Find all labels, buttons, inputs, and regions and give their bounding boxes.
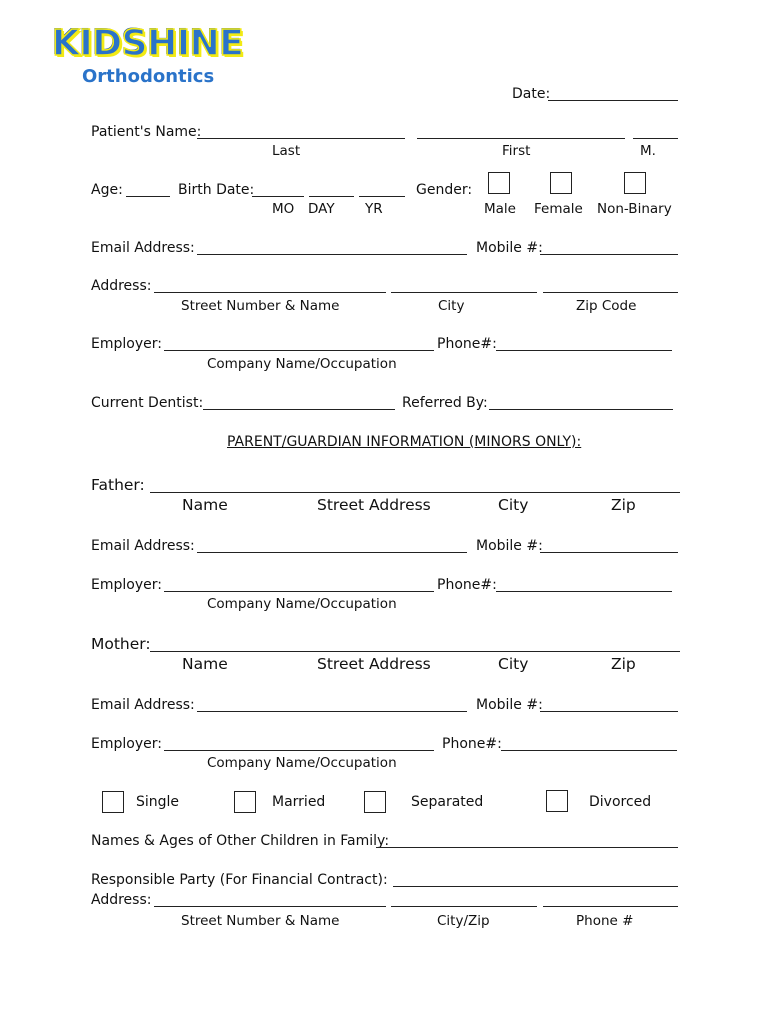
separated-label: Separated [411, 794, 484, 810]
day-caption: DAY [308, 201, 335, 217]
father-employer-label: Employer: [91, 577, 162, 593]
mother-phone-label: Phone#: [442, 736, 502, 752]
middle-initial-field[interactable] [633, 138, 678, 139]
zip-field[interactable] [543, 292, 678, 293]
mother-street-caption: Street Address [317, 655, 431, 673]
logo-brand: KIDSHINE [52, 23, 244, 64]
phone-field[interactable] [496, 350, 672, 351]
mother-phone-field[interactable] [501, 750, 677, 751]
mother-label: Mother: [91, 635, 151, 653]
first-name-field[interactable] [417, 138, 625, 139]
middle-caption: M. [640, 143, 656, 159]
last-name-field[interactable] [197, 138, 405, 139]
address-label: Address: [91, 278, 152, 294]
mobile-label: Mobile #: [476, 240, 543, 256]
date-field[interactable] [548, 100, 678, 101]
street-caption: Street Number & Name [181, 298, 340, 314]
mo-caption: MO [272, 201, 295, 217]
employer-field[interactable] [164, 350, 434, 351]
responsible-cityzip-field[interactable] [391, 906, 537, 907]
first-caption: First [502, 143, 531, 159]
father-zip-caption: Zip [611, 496, 636, 514]
age-field[interactable] [126, 196, 170, 197]
nonbinary-caption: Non-Binary [597, 201, 672, 217]
company-caption: Company Name/Occupation [207, 356, 397, 372]
mother-employer-field[interactable] [164, 750, 434, 751]
email-field[interactable] [197, 254, 467, 255]
birth-year-field[interactable] [359, 196, 405, 197]
responsible-street-field[interactable] [154, 906, 386, 907]
birth-month-field[interactable] [252, 196, 304, 197]
other-children-label: Names & Ages of Other Children in Family: [91, 833, 390, 849]
father-city-caption: City [498, 496, 529, 514]
father-mobile-label: Mobile #: [476, 538, 543, 554]
responsible-phone-field[interactable] [543, 906, 678, 907]
mother-field[interactable] [150, 651, 680, 652]
married-checkbox[interactable] [234, 791, 256, 813]
mother-city-caption: City [498, 655, 529, 673]
father-email-label: Email Address: [91, 538, 195, 554]
referred-label: Referred By: [402, 395, 488, 411]
mother-mobile-label: Mobile #: [476, 697, 543, 713]
father-phone-label: Phone#: [437, 577, 497, 593]
separated-checkbox[interactable] [364, 791, 386, 813]
male-caption: Male [484, 201, 516, 217]
responsible-field[interactable] [393, 886, 678, 887]
referred-field[interactable] [489, 409, 673, 410]
single-checkbox[interactable] [102, 791, 124, 813]
yr-caption: YR [365, 201, 383, 217]
birth-day-field[interactable] [309, 196, 354, 197]
dentist-label: Current Dentist: [91, 395, 204, 411]
zip-caption: Zip Code [576, 298, 637, 314]
patient-name-label: Patient's Name: [91, 124, 202, 140]
phone-label: Phone#: [437, 336, 497, 352]
other-children-field[interactable] [376, 847, 678, 848]
gender-nonbinary-checkbox[interactable] [624, 172, 646, 194]
responsible-label: Responsible Party (For Financial Contract): [91, 872, 388, 888]
logo-tagline: Orthodontics [82, 66, 215, 87]
gender-male-checkbox[interactable] [488, 172, 510, 194]
mother-email-label: Email Address: [91, 697, 195, 713]
divorced-checkbox[interactable] [546, 790, 568, 812]
mother-employer-label: Employer: [91, 736, 162, 752]
city-field[interactable] [391, 292, 537, 293]
date-label: Date: [512, 86, 551, 102]
father-mobile-field[interactable] [540, 552, 678, 553]
father-phone-field[interactable] [496, 591, 672, 592]
father-email-field[interactable] [197, 552, 467, 553]
birth-date-label: Birth Date: [178, 182, 255, 198]
mother-zip-caption: Zip [611, 655, 636, 673]
single-label: Single [136, 794, 180, 810]
guardian-heading: PARENT/GUARDIAN INFORMATION (MINORS ONLY): [227, 434, 582, 450]
dentist-field[interactable] [203, 409, 395, 410]
email-label: Email Address: [91, 240, 195, 256]
mother-name-caption: Name [182, 655, 228, 673]
responsible-address-label: Address: [91, 892, 152, 908]
age-label: Age: [91, 182, 123, 198]
gender-female-checkbox[interactable] [550, 172, 572, 194]
father-label: Father: [91, 476, 145, 494]
mother-email-field[interactable] [197, 711, 467, 712]
father-street-caption: Street Address [317, 496, 431, 514]
employer-label: Employer: [91, 336, 162, 352]
father-employer-field[interactable] [164, 591, 434, 592]
mother-mobile-field[interactable] [540, 711, 678, 712]
last-caption: Last [272, 143, 301, 159]
mother-company-caption: Company Name/Occupation [207, 755, 397, 771]
city-caption: City [438, 298, 465, 314]
mobile-field[interactable] [540, 254, 678, 255]
father-company-caption: Company Name/Occupation [207, 596, 397, 612]
responsible-cityzip-caption: City/Zip [437, 913, 490, 929]
responsible-street-caption: Street Number & Name [181, 913, 340, 929]
father-field[interactable] [150, 492, 680, 493]
father-name-caption: Name [182, 496, 228, 514]
street-field[interactable] [154, 292, 386, 293]
female-caption: Female [534, 201, 583, 217]
divorced-label: Divorced [589, 794, 652, 810]
responsible-phone-caption: Phone # [576, 913, 634, 929]
married-label: Married [272, 794, 326, 810]
gender-label: Gender: [416, 182, 473, 198]
